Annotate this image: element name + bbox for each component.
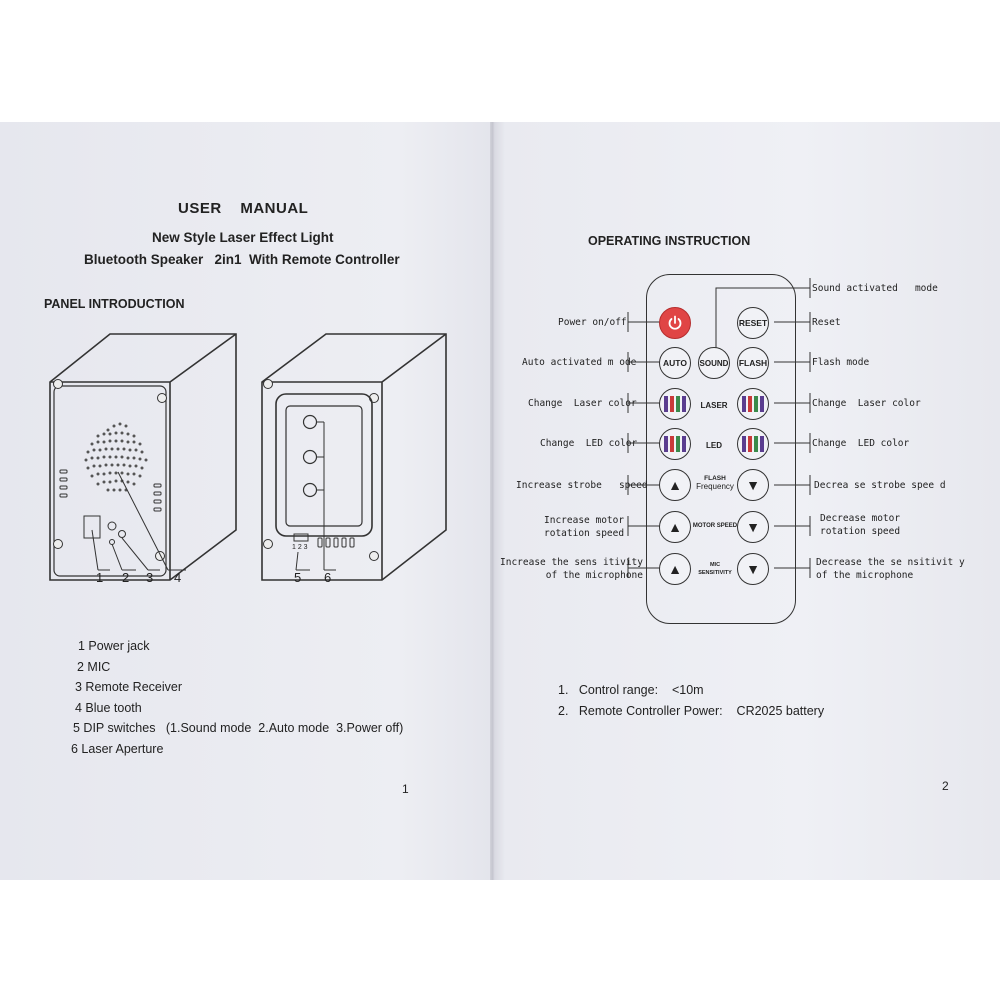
- flash-button[interactable]: FLASH: [737, 347, 769, 379]
- rgb-bars-icon: [664, 396, 686, 412]
- legend-item: 4 Blue tooth: [75, 700, 142, 715]
- motor-up-button[interactable]: [659, 511, 691, 543]
- label-flash-mode: Flash mode: [812, 357, 870, 368]
- reset-button[interactable]: RESET: [737, 307, 769, 339]
- sound-button[interactable]: SOUND: [698, 347, 730, 379]
- arrow-down-icon: ▼: [746, 519, 760, 535]
- dip-switch-numbers: 1 2 3: [292, 544, 308, 551]
- operating-instruction-heading: OPERATING INSTRUCTION: [588, 234, 751, 248]
- mic-up-button[interactable]: [659, 553, 691, 585]
- open-manual-booklet: [0, 122, 1000, 880]
- callout-2: 2: [122, 570, 130, 585]
- remote-notes: [558, 680, 824, 722]
- flash-frequency-label: [693, 475, 737, 491]
- manual-page-1: [0, 122, 492, 880]
- mic-sensitivity-label: [691, 561, 739, 577]
- led-color-left-button[interactable]: [659, 428, 691, 460]
- label-decrease-mic: Decrease the se nsitivit y of the microphone: [816, 557, 965, 581]
- speaker-back-illustration: [256, 322, 456, 602]
- arrow-up-icon: ▲: [668, 561, 682, 577]
- note-control-range: 1. Control range: <10m: [558, 683, 704, 697]
- arrow-up-icon: ▲: [668, 519, 682, 535]
- page-number: 2: [942, 779, 949, 793]
- label-auto-mode: Auto activated m ode: [522, 357, 637, 368]
- speaker-front-illustration: [40, 322, 240, 602]
- rgb-bars-icon: [664, 436, 686, 452]
- mic-sensitivity-bottom: SENSITIVITY: [698, 570, 732, 576]
- product-name-line1: New Style Laser Effect Light: [152, 230, 334, 245]
- label-increase-motor: Increase motor rotation speed: [544, 515, 625, 539]
- note-battery: 2. Remote Controller Power: CR2025 battery: [558, 704, 825, 718]
- remote-controller: [646, 274, 796, 624]
- callout-5: 5: [294, 570, 302, 585]
- led-row-label: LED: [706, 441, 722, 450]
- legend-item: 5 DIP switches (1.Sound mode 2.Auto mode 3.Power off): [73, 721, 404, 735]
- label-decrease-strobe: Decrea se strobe spee d: [814, 480, 946, 491]
- auto-button[interactable]: AUTO: [659, 347, 691, 379]
- flash-frequency-top: FLASH: [704, 475, 726, 482]
- label-reset: Reset: [812, 317, 841, 328]
- callout-6: 6: [324, 570, 332, 585]
- panel-introduction-heading: PANEL INTRODUCTION: [44, 297, 185, 311]
- power-icon: [666, 314, 684, 332]
- motor-down-button[interactable]: [737, 511, 769, 543]
- rgb-bars-icon: [742, 436, 764, 452]
- product-name-line2: Bluetooth Speaker 2in1 With Remote Controller: [84, 252, 400, 267]
- strobe-up-button[interactable]: [659, 469, 691, 501]
- label-change-laser-color: Change Laser color: [528, 398, 637, 409]
- laser-color-right-button[interactable]: [737, 388, 769, 420]
- arrow-down-icon: ▼: [746, 477, 760, 493]
- legend-item: 6 Laser Aperture: [71, 741, 164, 756]
- mic-sensitivity-top: MIC: [709, 562, 721, 568]
- manual-title: USER MANUAL: [178, 200, 309, 217]
- power-button[interactable]: [659, 307, 691, 339]
- arrow-up-icon: ▲: [668, 477, 682, 493]
- label-change-led-color: Change LED color: [540, 438, 638, 449]
- callout-4: 4: [174, 570, 182, 585]
- panel-legend-list: [70, 636, 403, 759]
- label-change-led-color-right: Change LED color: [812, 438, 910, 449]
- label-change-laser-color-right: Change Laser color: [812, 398, 921, 409]
- label-sound-mode: Sound activated mode: [812, 283, 938, 294]
- label-increase-mic: Increase the sens itivity of the microphone: [500, 557, 643, 581]
- legend-item: 3 Remote Receiver: [75, 680, 182, 694]
- manual-page-2: [494, 122, 1000, 880]
- arrow-down-icon: ▼: [746, 561, 760, 577]
- rgb-bars-icon: [742, 396, 764, 412]
- strobe-down-button[interactable]: [737, 469, 769, 501]
- label-power-on-off: Power on/off: [558, 317, 627, 328]
- laser-color-left-button[interactable]: [659, 388, 691, 420]
- label-decrease-motor: Decrease motor rotation speed: [820, 513, 901, 537]
- mic-down-button[interactable]: [737, 553, 769, 585]
- callout-1: 1: [96, 570, 104, 585]
- callout-3: 3: [146, 570, 154, 585]
- legend-item: 1 Power jack: [78, 639, 150, 653]
- led-color-right-button[interactable]: [737, 428, 769, 460]
- flash-frequency-bottom: Frequency: [696, 482, 734, 491]
- motor-speed-label: MOTOR SPEED: [692, 523, 738, 529]
- page-number: 1: [402, 782, 409, 796]
- label-increase-strobe: Increase strobe speed: [516, 480, 648, 491]
- laser-row-label: LASER: [700, 401, 728, 410]
- legend-item: 2 MIC: [77, 659, 111, 674]
